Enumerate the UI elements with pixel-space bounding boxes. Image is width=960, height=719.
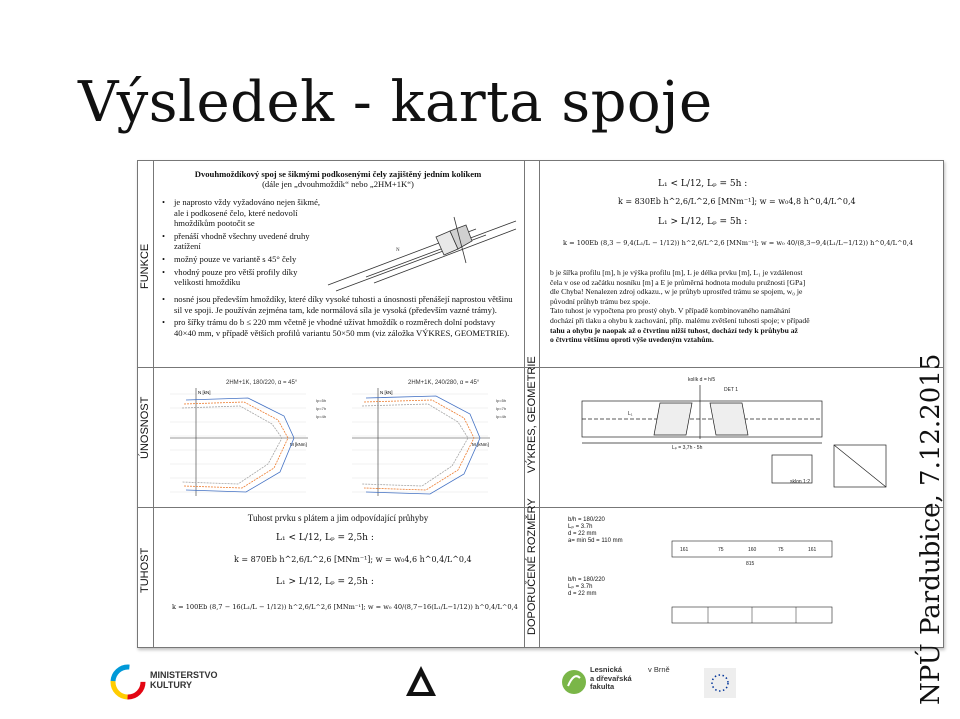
dim-line: Lₚ = 3.7h (568, 524, 593, 530)
label-unosnost: ÚNOSNOST (139, 396, 151, 459)
stiffness-condition-1: L₁ < L/12, Lₚ = 5h : (658, 179, 748, 189)
rozmery-group-2 (568, 577, 605, 598)
funkce-bullet: • možný pouze ve variantě s 45° čely (162, 254, 322, 265)
label-column-divider (153, 161, 154, 647)
note-line: dle Chyba! Nenalezen zdroj odkazu., w je průhyb uprostřed trámu se spojem, w₀ je (550, 287, 803, 297)
dim-line: a= min 5d = 110 mm (568, 538, 623, 544)
eu-flag-logo (704, 668, 736, 698)
joint-card (137, 160, 944, 648)
logo-line: fakulta (590, 682, 615, 691)
axis-n: N [kN] (198, 390, 211, 395)
logo-line: MINISTERSTVO (150, 670, 218, 680)
drawing-label: Lₚ = 3,7h - 5h (672, 445, 703, 451)
svg-text:N: N (396, 248, 400, 253)
mendelu-leaf-logo (560, 668, 588, 696)
tuhost-formula-2: k = 100Eb (8,7 − 16(L₁/L − 1/12)) h^2,6/L^2,6 [MNm⁻¹]; w = w₀ 40/(8,7−16(L₁/L−1/12)) h^0,4/L^0,4 (172, 603, 518, 611)
legend-item: Ip=7h (316, 406, 327, 411)
legend-item: Ip=7h (496, 406, 507, 411)
logo-line: Lesnická (590, 665, 623, 674)
funkce-bullet: • vhodný pouze pro větší profily díky velikosti hmoždíku (162, 267, 322, 288)
legend-item: Ip=4h (316, 414, 327, 419)
npu-logo (404, 664, 438, 698)
drawing-label: sklon 1:2 (790, 479, 811, 485)
center-divider (524, 161, 525, 647)
dim-value: 75 (778, 547, 784, 553)
stiffness-formula-2: k = 100Eb (8,3 − 9,4(L₁/L − 1/12)) h^2,6/L^2,6 [MNm⁻¹]; w = w₀ 40/(8,3−9,4(L₁/L−1/12)) h^0,4/L^0,4 (563, 239, 914, 247)
tuhost-condition-1: L₁ < L/12, Lₚ = 2,5h : (276, 533, 374, 543)
dim-line: d = 22 mm (568, 591, 597, 597)
joint-drawing (542, 373, 938, 503)
axis-m: M [kNm] (472, 442, 489, 447)
label-tuhost: TUHOST (139, 547, 151, 593)
ministerstvo-kultury-logo (110, 664, 146, 700)
note-line: Tato tuhost je vypočtena pro prostý ohyb. V případě kombinovaného namáhání (550, 306, 791, 316)
axis-m: M [kNm] (290, 442, 307, 447)
tuhost-formula-1: k = 870Eb h^2,6/L^2,6 [MNm⁻¹]; w = w₀4,6 h^0,4/L^0,4 (234, 555, 472, 564)
legend-item: Ip=5h (316, 398, 327, 403)
ministerstvo-kultury-text (150, 670, 218, 690)
dim-total: 815 (746, 561, 755, 567)
page-title: Výsledek - karta spoje (78, 70, 713, 135)
dim-line: d = 22 mm (568, 531, 597, 537)
logo-line: v Brně (648, 665, 670, 674)
tuhost-condition-2: L₁ > L/12, Lₚ = 2,5h : (276, 577, 374, 587)
rozmery-group-1 (568, 517, 623, 545)
note-line: původní průhyb trámu bez spoje. (550, 296, 651, 306)
dim-value: 160 (748, 547, 757, 553)
funkce-bullets-lower (162, 294, 516, 338)
joint-sketch (326, 207, 518, 293)
note-line: b je šířka profilu [m], h je výška profilu [m], L je délka prvku [m], L₁ je vzdálenost (550, 268, 803, 277)
logo-line: a dřevařská (590, 673, 632, 683)
dim-line: b/h = 180/220 (568, 517, 605, 523)
funkce-bullet: • pro šířky trámu do b ≤ 220 mm včetně je vhodné užívat hmoždík o rozměrech dolní podstavy 40×40 mm, v případě větších profilů variantu 50×50 mm (viz záložka VÝKRES, GEOMETRIE). (162, 317, 516, 338)
funkce-bullets-upper (162, 197, 322, 288)
dim-value: 161 (680, 547, 689, 553)
funkce-bullet: • je naprosto vždy vyžadováno nejen šikmé, ale i podkosené čelo, které nedovolí hmoždíkům pootočit se (162, 197, 322, 229)
funkce-bullet: • nosné jsou především hmoždíky, které díky vysoké tuhosti a únosnosti přenášejí naprostou většinu sil ve spoji. Je používán zejména tam, kde normálová síla je vysoká (především vazné trámy). (162, 294, 516, 315)
label-vykres: VÝKRES, GEOMETRIE (526, 356, 538, 473)
drawing-label: L₁ (628, 411, 633, 417)
mid-label-divider (539, 161, 540, 647)
capacity-chart-2 (338, 374, 522, 502)
legend-item: Ip=5h (496, 398, 507, 403)
stiffness-condition-2: L₁ > L/12, Lₚ = 5h : (658, 217, 748, 227)
row-divider-1 (138, 367, 943, 368)
dimension-drawing-1 (668, 533, 838, 567)
note-line: dochází při tlaku a ohybu k zachování, příp. malému zvětšení tuhosti spoje; v případě (550, 315, 810, 325)
dim-line: Lₚ = 3.7h (568, 584, 593, 590)
funkce-bullet: • přenáší vhodně všechny uvedené druhy zatížení (162, 231, 322, 252)
dim-value: 75 (718, 547, 724, 553)
funkce-heading (156, 169, 520, 189)
axis-n: N [kN] (380, 390, 393, 395)
funkce-heading-line2: (dále jen „dvouhmoždík“ nebo „2HM+1K“) (262, 179, 414, 189)
dim-value: 161 (808, 547, 817, 553)
chart-title: 2HM+1K, 240/280, α = 45° (408, 380, 480, 386)
note-line: o čtvrtinu většímu oproti výše uvedeným vztahům. (550, 335, 714, 345)
mendelu-text (590, 666, 632, 692)
dim-line: b/h = 180/220 (568, 577, 605, 583)
drawing-label: kolík d = h/5 (688, 377, 716, 383)
label-rozmery: DOPORUČENÉ ROZMĚRY (526, 498, 538, 635)
tuhost-heading: Tuhost prvku s plátem a jim odpovídající průhyby (247, 513, 429, 523)
row-divider-2 (138, 507, 943, 508)
mendelu-city (648, 666, 670, 675)
drawing-label: DET 1 (724, 387, 739, 393)
note-line: tahu a ohybu je naopak až o čtvrtinu nižší tuhost, dochází tedy k průhybu až (550, 325, 798, 335)
side-caption: NPÚ Pardubice, 7.12.2015 (916, 353, 946, 705)
funkce-heading-line1: Dvouhmoždíkový spoj se šikmými podkosenými čely zajištěný jedním kolíkem (194, 169, 482, 179)
chart-title: 2HM+1K, 180/220, α = 45° (226, 380, 298, 386)
stiffness-notes (550, 268, 938, 345)
capacity-chart-1 (156, 374, 342, 502)
legend-item: Ip=4h (496, 414, 507, 419)
label-funkce: FUNKCE (139, 243, 151, 289)
logo-line: KULTURY (150, 680, 192, 690)
dimension-drawing-2 (668, 601, 838, 631)
stiffness-formula-1: k = 830Eb h^2,6/L^2,6 [MNm⁻¹]; w = w₀4,8 h^0,4/L^0,4 (618, 197, 856, 206)
note-line: čela v ose od začátku nosníku [m] a E je průměrná hodnota modulu pružnosti [GPa] (550, 277, 806, 287)
